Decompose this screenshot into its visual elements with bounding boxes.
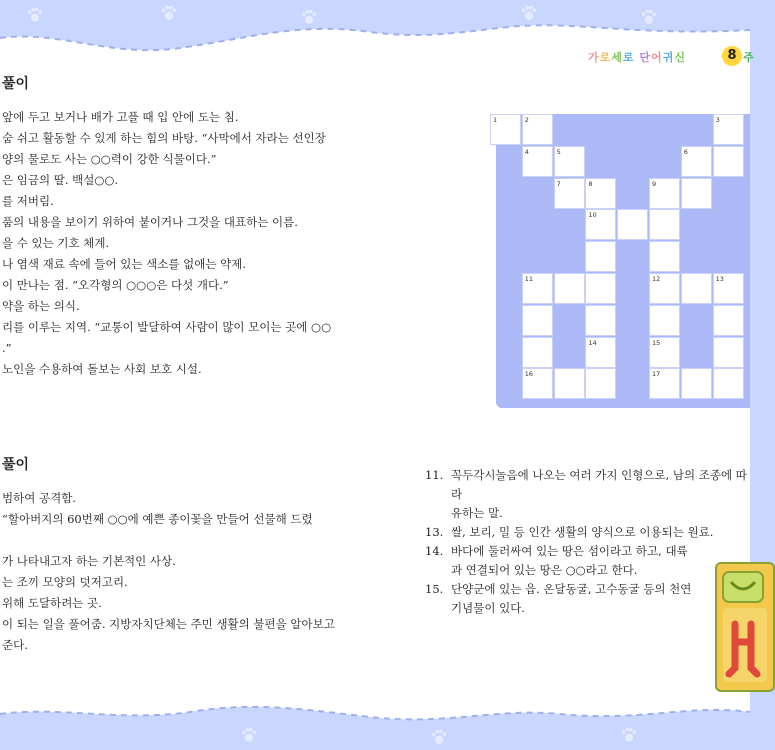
down-clue-line: 는 조끼 모양의 덧저고리. xyxy=(2,575,128,589)
header-title-char: 귀 xyxy=(662,51,675,64)
mascot-card-image xyxy=(715,562,775,692)
cell-number: 14 xyxy=(588,338,597,347)
across-clue-line: .” xyxy=(2,341,12,355)
cell-number: 15 xyxy=(652,338,661,347)
crossword-cell[interactable] xyxy=(585,368,616,399)
clue-number xyxy=(425,504,451,523)
clue-text: 기념물이 있다. xyxy=(451,601,525,615)
across-clue-line: 을 수 있는 기호 체계. xyxy=(2,236,110,250)
clue-text: 과 연결되어 있는 땅은 ○○라고 한다. xyxy=(451,563,638,577)
paw-print-icon xyxy=(520,4,538,22)
right-clue-line xyxy=(425,466,755,504)
down-clue-line: 준다. xyxy=(2,638,28,652)
clue-number xyxy=(425,561,451,580)
cell-number: 10 xyxy=(588,211,597,220)
right-clue-line xyxy=(425,580,755,599)
week-badge: 8 xyxy=(722,46,742,66)
clue-text: 유하는 말. xyxy=(451,506,503,520)
crossword-cell[interactable] xyxy=(713,114,744,145)
right-clue-line xyxy=(425,542,755,561)
across-clue-line: 은 임금의 딸. 백설○○. xyxy=(2,173,119,187)
crossword-cell[interactable] xyxy=(713,337,744,368)
crossword-cell[interactable] xyxy=(649,337,680,368)
header-title-char: 세 xyxy=(611,51,623,64)
crossword-cell[interactable] xyxy=(681,273,712,304)
crossword-cell[interactable] xyxy=(585,337,616,368)
across-clue-line: 약을 하는 의식. xyxy=(2,299,80,313)
crossword-cell[interactable] xyxy=(554,273,585,304)
crossword-cell[interactable] xyxy=(649,368,680,399)
down-clue-line xyxy=(2,530,335,551)
crossword-cell[interactable] xyxy=(585,273,616,304)
crossword-cell[interactable] xyxy=(649,209,680,240)
across-clue-line: 이 만나는 점. “오각형의 ○○○은 다섯 개다.” xyxy=(2,278,229,292)
across-clue-line: 나 염색 재료 속에 들어 있는 색소를 없애는 약제. xyxy=(2,257,246,271)
crossword-cell[interactable] xyxy=(522,114,553,145)
crossword-cell[interactable] xyxy=(554,178,585,209)
paw-print-icon xyxy=(640,8,658,26)
across-clue-line: 숨 쉬고 활동할 수 있게 하는 힘의 바탕. “사막에서 자라는 선인장 xyxy=(2,131,326,145)
down-clue-line: 가 나타내고자 하는 기본적인 사상. xyxy=(2,554,176,568)
crossword-cell[interactable] xyxy=(585,178,616,209)
cell-number: 2 xyxy=(524,116,529,124)
crossword-cell[interactable] xyxy=(522,273,553,304)
cell-number: 11 xyxy=(524,275,534,283)
crossword-cell[interactable] xyxy=(649,241,680,272)
across-clue-line: 를 저버림. xyxy=(2,194,54,208)
clue-text: 단양군에 있는 읍. 온달동굴, 고수동굴 등의 천연 xyxy=(451,582,692,596)
clue-number: 14. xyxy=(425,544,444,558)
down-section-title: 풀이 xyxy=(2,457,30,473)
header-title-char: 어 xyxy=(651,51,663,64)
crossword-cell[interactable] xyxy=(554,146,585,177)
cell-number: 4 xyxy=(524,147,529,156)
paw-print-icon xyxy=(26,6,44,24)
header-title-char: 로 xyxy=(599,51,612,64)
across-clue-line: 노인을 수용하여 돌보는 사회 보호 시설. xyxy=(2,362,202,376)
crossword-grid xyxy=(493,114,750,408)
header-title-char: 신 xyxy=(674,51,686,64)
down-clue-line: 위해 도달하려는 곳. xyxy=(2,596,102,610)
crossword-cell[interactable] xyxy=(713,146,744,177)
cell-number: 7 xyxy=(556,179,561,188)
right-clue-line xyxy=(425,599,755,618)
clue-number xyxy=(425,599,451,618)
clue-text: 꼭두각시놀음에 나오는 여러 가지 인형으로, 남의 조종에 따라 xyxy=(451,468,747,501)
down-clue-list-continued xyxy=(425,466,755,618)
clue-number: 13. xyxy=(425,525,444,539)
cell-number: 1 xyxy=(493,116,498,124)
across-clue-line: 품의 내용을 보이기 위하여 붙이거나 그것을 대표하는 이름. xyxy=(2,215,298,229)
cell-number: 17 xyxy=(652,370,661,379)
cell-number: 9 xyxy=(652,179,657,188)
clue-text: 쌀, 보리, 밀 등 인간 생활의 양식으로 이용되는 원료. xyxy=(451,525,714,539)
paw-print-icon xyxy=(620,726,638,744)
clue-number: 15. xyxy=(425,582,444,596)
across-section-title: 풀이 xyxy=(2,76,30,92)
crossword-cell[interactable] xyxy=(554,368,585,399)
crossword-cell[interactable] xyxy=(585,209,616,240)
crossword-cell[interactable] xyxy=(522,368,553,399)
crossword-cell[interactable] xyxy=(649,305,680,336)
down-clue-list xyxy=(2,488,335,656)
crossword-cell[interactable] xyxy=(617,209,648,240)
across-clue-line: 양의 물로도 사는 ○○력이 강한 식물이다.” xyxy=(2,152,217,166)
paw-print-icon xyxy=(430,728,448,746)
page-header-title xyxy=(588,49,686,65)
across-clue-line: 리를 이루는 지역. “교통이 발달하여 사람이 많이 모이는 곳에 ○○ xyxy=(2,320,332,334)
cell-number: 12 xyxy=(652,275,661,283)
paw-print-icon xyxy=(300,8,318,26)
clue-number: 11. xyxy=(425,468,444,482)
week-badge-suffix: 주 xyxy=(743,51,754,64)
cell-number: 13 xyxy=(715,275,724,283)
crossword-cell[interactable] xyxy=(713,273,744,304)
down-clue-line: 범하여 공격함. xyxy=(2,491,76,505)
cell-number: 3 xyxy=(715,116,720,124)
header-title-char: 로 xyxy=(622,51,635,64)
crossword-cell[interactable] xyxy=(713,305,744,336)
crossword-cell[interactable] xyxy=(681,146,712,177)
across-clue-line: 앞에 두고 보거나 배가 고플 때 입 안에 도는 침. xyxy=(2,110,239,124)
clue-text: 바다에 둘러싸여 있는 땅은 섬이라고 하고, 대륙 xyxy=(451,544,688,558)
header-title-char: 단 xyxy=(639,51,652,64)
right-clue-line xyxy=(425,504,755,523)
cell-number: 6 xyxy=(683,147,688,156)
crossword-cell[interactable] xyxy=(522,305,553,336)
crossword-cell[interactable] xyxy=(681,368,712,399)
crossword-cell[interactable] xyxy=(522,337,553,368)
cell-number: 5 xyxy=(556,147,561,156)
cell-number: 16 xyxy=(524,370,534,379)
across-clue-list xyxy=(2,107,331,380)
paw-print-icon xyxy=(240,726,258,744)
crossword-cell[interactable] xyxy=(490,114,521,145)
crossword-cell[interactable] xyxy=(585,241,616,272)
crossword-cell[interactable] xyxy=(585,305,616,336)
crossword-cell[interactable] xyxy=(713,368,744,399)
right-clue-line xyxy=(425,561,755,580)
paw-print-icon xyxy=(160,4,178,22)
crossword-cell[interactable] xyxy=(522,146,553,177)
crossword-cell[interactable] xyxy=(649,273,680,304)
cell-number: 8 xyxy=(588,179,593,188)
crossword-cell[interactable] xyxy=(649,178,680,209)
crossword-cell[interactable] xyxy=(681,178,712,209)
right-clue-line xyxy=(425,523,755,542)
down-clue-line: “할아버지의 60번째 ○○에 예쁜 종이꽃을 만들어 선물해 드렸 xyxy=(2,512,313,526)
header-title-char: 가 xyxy=(588,51,600,64)
down-clue-line: 이 되는 일을 풀어줌. 지방자치단체는 주민 생활의 불편을 알아보고 xyxy=(2,617,335,631)
